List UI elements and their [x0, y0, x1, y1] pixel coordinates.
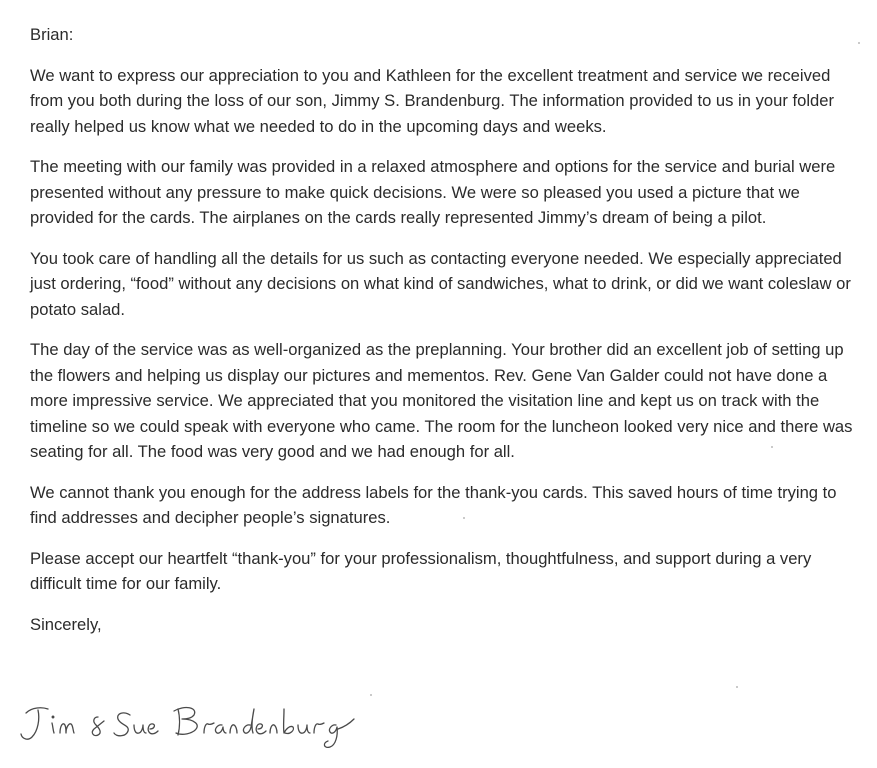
paragraph-appreciation: We want to express our appreciation to you and Kathleen for the excellent treatment and service we received from you both during the loss of our son, Jimmy S. Brandenburg. The information provided to us in your folder really helped us know what we needed to do in the upcoming days and weeks. — [30, 65, 834, 136]
scan-speck — [370, 694, 372, 696]
scan-speck — [736, 686, 738, 688]
paragraph-thank-you: Please accept our heartfelt “thank-you” for your professionalism, thoughtfulness, and support during a very difficult time for our family. — [30, 548, 812, 593]
handwritten-signature — [18, 697, 358, 753]
paragraph-address-labels: We cannot thank you enough for the address labels for the thank-you cards. This saved hours of time trying to find addresses and decipher people’s signatures. — [30, 482, 837, 527]
scan-speck — [858, 42, 860, 44]
paragraph-service-day: The day of the service was as well-organized as the preplanning. Your brother did an excellent job of setting up the flowers and helping us display our pictures and mementos. Rev. Gene Van Galder could not have done a more impressive service. We appreciated that you monitored the visitation line and kept us on track with the timeline so we could speak with everyone who came. The room for the luncheon looked very nice and there was seating for all. The food was very good and we had enough for all. — [30, 340, 853, 461]
letter-body — [30, 22, 865, 637]
scan-speck — [463, 517, 465, 519]
scan-speck — [771, 446, 773, 448]
paragraph-meeting: The meeting with our family was provided in a relaxed atmosphere and options for the service and burial were presented without any pressure to make quick decisions. We were so pleased you used a picture that we provided for the cards. The airplanes on the cards really represented Jimmy’s dream of being a pilot. — [30, 157, 836, 227]
closing: Sincerely, — [30, 614, 102, 634]
salutation: Brian: — [30, 25, 74, 44]
paragraph-details: You took care of handling all the details for us such as contacting everyone needed. We especially appreciated just ordering, “food” without any decisions on what kind of sandwiches, what to drink, or did we want coleslaw or potato salad. — [30, 248, 851, 319]
